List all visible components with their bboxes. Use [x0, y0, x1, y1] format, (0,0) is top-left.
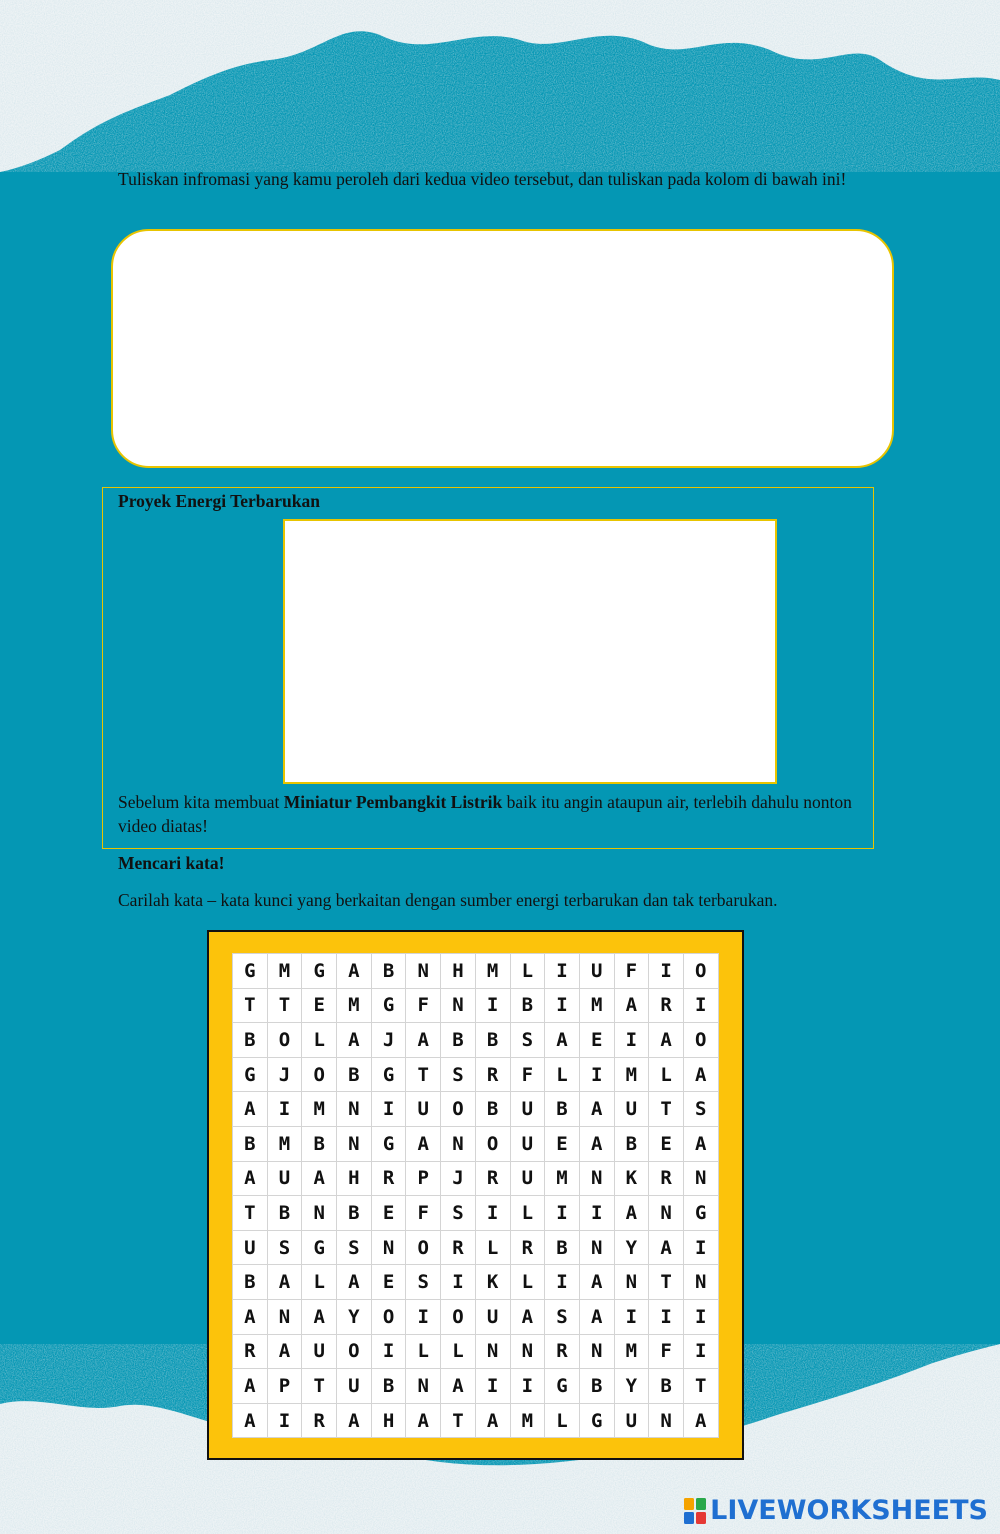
liveworksheets-brand	[684, 1495, 988, 1526]
grid-cell[interactable]: B	[476, 1092, 511, 1127]
grid-cell[interactable]: U	[511, 1092, 546, 1127]
grid-cell[interactable]: N	[372, 1231, 407, 1266]
grid-cell[interactable]: N	[511, 1335, 546, 1370]
grid-cell[interactable]: A	[406, 1404, 441, 1439]
grid-cell[interactable]: L	[476, 1231, 511, 1266]
grid-cell[interactable]: A	[580, 1127, 615, 1162]
grid-cell[interactable]: H	[337, 1162, 372, 1197]
word-search-title: Mencari kata!	[118, 853, 225, 873]
grid-cell[interactable]: G	[233, 1058, 268, 1093]
grid-cell[interactable]: M	[511, 1404, 546, 1439]
grid-cell[interactable]: A	[302, 1162, 337, 1197]
grid-cell[interactable]: B	[337, 1196, 372, 1231]
grid-cell[interactable]: O	[441, 1300, 476, 1335]
torn-paper-top	[0, 0, 1000, 175]
grid-cell[interactable]: E	[545, 1127, 580, 1162]
grid-cell[interactable]: G	[302, 954, 337, 989]
grid-cell[interactable]: I	[545, 1265, 580, 1300]
project-note-bold: Miniatur Pembangkit Listrik	[283, 792, 503, 812]
grid-cell[interactable]: U	[406, 1092, 441, 1127]
grid-cell[interactable]: M	[545, 1162, 580, 1197]
grid-cell[interactable]: Y	[337, 1300, 372, 1335]
grid-cell[interactable]: N	[441, 989, 476, 1024]
grid-cell[interactable]: B	[337, 1058, 372, 1093]
grid-cell[interactable]: N	[476, 1335, 511, 1370]
grid-cell[interactable]: L	[511, 954, 546, 989]
grid-cell[interactable]: O	[476, 1127, 511, 1162]
grid-cell[interactable]: O	[302, 1058, 337, 1093]
grid-cell[interactable]: G	[302, 1231, 337, 1266]
grid-cell[interactable]: A	[649, 1231, 684, 1266]
grid-cell[interactable]: A	[406, 1127, 441, 1162]
grid-cell[interactable]: P	[268, 1369, 303, 1404]
grid-cell[interactable]: M	[615, 1058, 650, 1093]
grid-cell[interactable]: R	[233, 1335, 268, 1370]
grid-cell[interactable]: T	[684, 1369, 719, 1404]
grid-cell[interactable]: U	[476, 1300, 511, 1335]
grid-cell[interactable]: A	[511, 1300, 546, 1335]
grid-cell[interactable]: U	[337, 1369, 372, 1404]
grid-cell[interactable]: M	[337, 989, 372, 1024]
grid-cell[interactable]: A	[615, 989, 650, 1024]
project-note-before: Sebelum kita membuat	[118, 792, 284, 812]
grid-cell[interactable]: P	[406, 1162, 441, 1197]
grid-cell[interactable]: F	[406, 1196, 441, 1231]
grid-cell[interactable]: I	[511, 1369, 546, 1404]
grid-cell[interactable]: L	[545, 1404, 580, 1439]
grid-cell[interactable]: A	[233, 1404, 268, 1439]
grid-cell[interactable]: A	[545, 1023, 580, 1058]
grid-cell[interactable]: S	[441, 1196, 476, 1231]
grid-cell[interactable]: F	[406, 989, 441, 1024]
grid-cell[interactable]: N	[684, 1265, 719, 1300]
grid-cell[interactable]: A	[337, 954, 372, 989]
grid-cell[interactable]: G	[372, 989, 407, 1024]
grid-cell[interactable]: B	[545, 1231, 580, 1266]
grid-cell[interactable]: S	[684, 1092, 719, 1127]
grid-cell[interactable]: E	[372, 1196, 407, 1231]
grid-cell[interactable]: K	[615, 1162, 650, 1197]
grid-cell[interactable]: L	[511, 1196, 546, 1231]
grid-cell[interactable]: I	[649, 1300, 684, 1335]
liveworksheets-wordmark: LIVEWORKSHEETS	[710, 1495, 988, 1526]
grid-cell[interactable]: J	[268, 1058, 303, 1093]
grid-cell[interactable]: I	[615, 1023, 650, 1058]
grid-cell[interactable]: B	[615, 1127, 650, 1162]
grid-cell[interactable]: A	[233, 1092, 268, 1127]
grid-cell[interactable]: L	[511, 1265, 546, 1300]
grid-cell[interactable]: B	[511, 989, 546, 1024]
grid-cell[interactable]: N	[580, 1162, 615, 1197]
grid-cell[interactable]: U	[302, 1335, 337, 1370]
grid-cell[interactable]: U	[268, 1162, 303, 1197]
grid-cell[interactable]: I	[545, 1196, 580, 1231]
grid-cell[interactable]: U	[615, 1092, 650, 1127]
grid-cell[interactable]: S	[268, 1231, 303, 1266]
grid-cell[interactable]: O	[684, 1023, 719, 1058]
grid-cell[interactable]: A	[615, 1196, 650, 1231]
grid-cell[interactable]: M	[476, 954, 511, 989]
grid-cell[interactable]: N	[615, 1265, 650, 1300]
grid-cell[interactable]: A	[441, 1369, 476, 1404]
grid-cell[interactable]: O	[372, 1300, 407, 1335]
grid-cell[interactable]: O	[441, 1092, 476, 1127]
grid-cell[interactable]: R	[372, 1162, 407, 1197]
grid-cell[interactable]: I	[372, 1092, 407, 1127]
grid-cell[interactable]: N	[649, 1196, 684, 1231]
grid-cell[interactable]: I	[476, 1369, 511, 1404]
grid-cell[interactable]: A	[268, 1335, 303, 1370]
grid-cell[interactable]: A	[649, 1023, 684, 1058]
grid-cell[interactable]: A	[580, 1300, 615, 1335]
video-placeholder[interactable]	[283, 519, 777, 784]
grid-cell[interactable]: N	[441, 1127, 476, 1162]
grid-cell[interactable]: N	[302, 1196, 337, 1231]
grid-cell[interactable]: A	[268, 1265, 303, 1300]
grid-cell[interactable]: A	[302, 1300, 337, 1335]
grid-cell[interactable]: A	[233, 1162, 268, 1197]
grid-cell[interactable]: E	[580, 1023, 615, 1058]
grid-cell[interactable]: I	[545, 989, 580, 1024]
grid-cell[interactable]: I	[684, 989, 719, 1024]
grid-cell[interactable]: A	[580, 1265, 615, 1300]
grid-cell[interactable]: I	[441, 1265, 476, 1300]
grid-cell[interactable]: L	[302, 1023, 337, 1058]
instruction-text: Tuliskan infromasi yang kamu peroleh dari kedua video tersebut, dan tuliskan pada kolom di bawah ini!	[118, 169, 847, 189]
grid-cell[interactable]: B	[233, 1023, 268, 1058]
grid-cell[interactable]: B	[302, 1127, 337, 1162]
grid-cell[interactable]: T	[649, 1265, 684, 1300]
grid-cell[interactable]: T	[302, 1369, 337, 1404]
grid-cell[interactable]: A	[476, 1404, 511, 1439]
grid-cell[interactable]: U	[615, 1404, 650, 1439]
grid-cell[interactable]: I	[476, 1196, 511, 1231]
grid-cell[interactable]: Y	[615, 1231, 650, 1266]
grid-cell[interactable]: M	[615, 1335, 650, 1370]
grid-cell[interactable]: N	[649, 1404, 684, 1439]
grid-cell[interactable]: B	[233, 1265, 268, 1300]
grid-cell[interactable]: T	[233, 1196, 268, 1231]
grid-cell[interactable]: M	[302, 1092, 337, 1127]
grid-cell[interactable]: T	[268, 989, 303, 1024]
grid-cell[interactable]: A	[684, 1404, 719, 1439]
grid-cell[interactable]: R	[511, 1231, 546, 1266]
grid-cell[interactable]: I	[545, 954, 580, 989]
grid-cell[interactable]: S	[406, 1265, 441, 1300]
grid-cell[interactable]: I	[649, 954, 684, 989]
word-search-description: Carilah kata – kata kunci yang berkaitan dengan sumber energi terbarukan dan tak terbarukan.	[118, 890, 778, 910]
grid-cell[interactable]: I	[406, 1300, 441, 1335]
grid-cell[interactable]: U	[511, 1127, 546, 1162]
grid-cell[interactable]: A	[684, 1127, 719, 1162]
grid-cell[interactable]: I	[684, 1231, 719, 1266]
grid-cell[interactable]: I	[580, 1058, 615, 1093]
grid-cell[interactable]: M	[580, 989, 615, 1024]
grid-cell[interactable]: U	[580, 954, 615, 989]
grid-cell[interactable]: A	[684, 1058, 719, 1093]
grid-cell[interactable]: F	[511, 1058, 546, 1093]
grid-cell[interactable]: L	[545, 1058, 580, 1093]
grid-cell[interactable]: B	[372, 1369, 407, 1404]
grid-cell[interactable]: N	[337, 1127, 372, 1162]
grid-cell[interactable]: G	[372, 1127, 407, 1162]
grid-cell[interactable]: B	[580, 1369, 615, 1404]
answer-textbox[interactable]	[111, 229, 894, 468]
grid-cell[interactable]: B	[233, 1127, 268, 1162]
grid-cell[interactable]: N	[406, 1369, 441, 1404]
grid-cell[interactable]: L	[406, 1335, 441, 1370]
grid-cell[interactable]: R	[441, 1231, 476, 1266]
grid-cell[interactable]: R	[649, 989, 684, 1024]
grid-cell[interactable]: I	[268, 1092, 303, 1127]
grid-cell[interactable]: K	[476, 1265, 511, 1300]
project-note	[118, 790, 858, 838]
grid-cell[interactable]: O	[268, 1023, 303, 1058]
grid-cell[interactable]: H	[441, 954, 476, 989]
grid-cell[interactable]: H	[372, 1404, 407, 1439]
project-title: Proyek Energi Terbarukan	[118, 491, 320, 511]
grid-cell[interactable]: G	[545, 1369, 580, 1404]
word-search-frame	[207, 930, 744, 1460]
grid-cell[interactable]: I	[372, 1335, 407, 1370]
grid-cell[interactable]: Y	[615, 1369, 650, 1404]
grid-cell[interactable]: T	[649, 1092, 684, 1127]
grid-cell[interactable]: M	[268, 954, 303, 989]
word-search-grid[interactable]	[232, 953, 719, 1438]
grid-cell[interactable]: G	[580, 1404, 615, 1439]
grid-cell[interactable]: T	[441, 1404, 476, 1439]
liveworksheets-logo-icon	[684, 1498, 706, 1524]
grid-cell[interactable]: B	[268, 1196, 303, 1231]
grid-cell[interactable]: F	[649, 1335, 684, 1370]
grid-cell[interactable]: A	[580, 1092, 615, 1127]
grid-cell[interactable]: F	[615, 954, 650, 989]
grid-cell[interactable]: E	[372, 1265, 407, 1300]
grid-cell[interactable]: B	[372, 954, 407, 989]
grid-cell[interactable]: I	[615, 1300, 650, 1335]
grid-cell[interactable]: N	[580, 1231, 615, 1266]
grid-cell[interactable]: R	[545, 1335, 580, 1370]
grid-cell[interactable]: U	[511, 1162, 546, 1197]
project-note-after: baik itu angin ataupun air, terlebih dahulu nonton video diatas!	[118, 792, 852, 836]
grid-cell[interactable]: I	[580, 1196, 615, 1231]
grid-cell[interactable]: L	[302, 1265, 337, 1300]
grid-cell[interactable]: A	[406, 1023, 441, 1058]
grid-cell[interactable]: L	[649, 1058, 684, 1093]
grid-cell[interactable]: I	[268, 1404, 303, 1439]
grid-cell[interactable]: M	[268, 1127, 303, 1162]
grid-cell[interactable]: T	[233, 989, 268, 1024]
grid-cell[interactable]: A	[233, 1300, 268, 1335]
grid-cell[interactable]: G	[684, 1196, 719, 1231]
grid-cell[interactable]: E	[302, 989, 337, 1024]
grid-cell[interactable]: G	[372, 1058, 407, 1093]
grid-cell[interactable]: I	[476, 989, 511, 1024]
grid-cell[interactable]: R	[649, 1162, 684, 1197]
grid-cell[interactable]: J	[441, 1162, 476, 1197]
grid-cell[interactable]: A	[337, 1265, 372, 1300]
grid-cell[interactable]: I	[684, 1300, 719, 1335]
grid-cell[interactable]: G	[233, 954, 268, 989]
grid-cell[interactable]: N	[268, 1300, 303, 1335]
grid-cell[interactable]: B	[476, 1023, 511, 1058]
grid-cell[interactable]: N	[337, 1092, 372, 1127]
grid-cell[interactable]: E	[649, 1127, 684, 1162]
grid-cell[interactable]: N	[580, 1335, 615, 1370]
grid-cell[interactable]: B	[545, 1092, 580, 1127]
grid-cell[interactable]: J	[372, 1023, 407, 1058]
grid-cell[interactable]: R	[476, 1162, 511, 1197]
grid-cell[interactable]: A	[337, 1023, 372, 1058]
grid-cell[interactable]: O	[406, 1231, 441, 1266]
grid-cell[interactable]: S	[337, 1231, 372, 1266]
grid-cell[interactable]: N	[406, 954, 441, 989]
grid-cell[interactable]: B	[649, 1369, 684, 1404]
grid-cell[interactable]: L	[441, 1335, 476, 1370]
grid-cell[interactable]: R	[476, 1058, 511, 1093]
grid-cell[interactable]: T	[406, 1058, 441, 1093]
grid-cell[interactable]: R	[302, 1404, 337, 1439]
grid-cell[interactable]: S	[441, 1058, 476, 1093]
grid-cell[interactable]: A	[233, 1369, 268, 1404]
grid-cell[interactable]: N	[684, 1162, 719, 1197]
grid-cell[interactable]: U	[233, 1231, 268, 1266]
grid-cell[interactable]: S	[545, 1300, 580, 1335]
grid-cell[interactable]: A	[337, 1404, 372, 1439]
grid-cell[interactable]: O	[684, 954, 719, 989]
grid-cell[interactable]: S	[511, 1023, 546, 1058]
grid-cell[interactable]: O	[337, 1335, 372, 1370]
grid-cell[interactable]: B	[441, 1023, 476, 1058]
grid-cell[interactable]: I	[684, 1335, 719, 1370]
